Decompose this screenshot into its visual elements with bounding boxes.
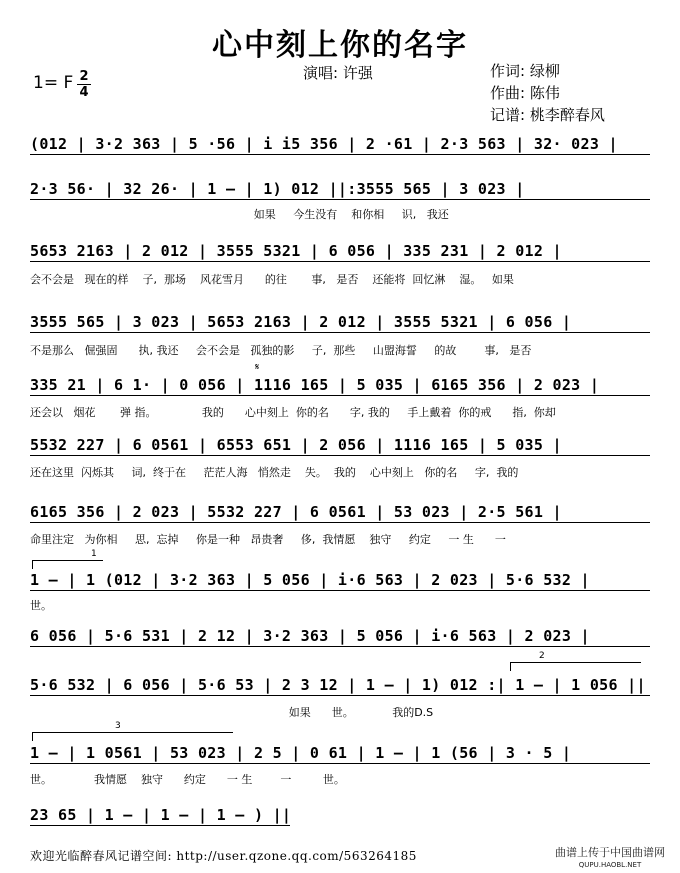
notation-line-6: 5532 227 | 6 0561 | 6553 651 | 2 056 | 1116 165 | 5 035 | xyxy=(30,436,650,456)
composer-credit: 作曲: 陈伟 xyxy=(490,84,560,102)
notation-line-1: (012 | 3·2 363 | 5 ·56 | i i5 356 | 2 ·61 | 2·3 563 | 32· 023 | xyxy=(30,135,650,155)
notation-line-12: 23 65 | 1 – | 1 – | 1 – ) || xyxy=(30,806,292,824)
lyric-line-2: 如果 今生没有 和你相 识, 我还 xyxy=(30,208,449,221)
lyric-line-11: 世。 我情愿 独守 约定 一 生 一 世。 xyxy=(30,773,345,786)
volta-number-3: 3 xyxy=(115,721,121,731)
volta-number-2: 2 xyxy=(539,651,545,661)
notation-line-9: 6 056 | 5·6 531 | 2 12 | 3·2 363 | 5 056 | i·6 563 | 2 023 | xyxy=(30,627,650,647)
lyric-line-5: 还会以 烟花 弹 指。 我的 心中刻上 你的名 字, 我的 手上戴着 你的戒 指, 你却 xyxy=(30,406,556,419)
notation-line-2: 2·3 56· | 32 26· | 1 – | 1) 012 ||:3555 565 | 3 023 | xyxy=(30,180,650,200)
lyric-line-6: 还在这里 闪烁其 词, 终于在 茫茫人海 悄然走 失。 我的 心中刻上 你的名 字, 我的 xyxy=(30,466,519,479)
notation-line-5: 335 21 | 6 1· | 0 056 | 1116 165 | 5 035 | 6165 356 | 2 023 | xyxy=(30,376,650,396)
volta-bracket-3 xyxy=(32,721,233,741)
key-signature: 1= F xyxy=(33,73,74,93)
volta-number-1: 1 xyxy=(91,549,97,559)
watermark xyxy=(555,847,665,871)
lyric-line-4: 不是那么 倔强固 执, 我还 会不会是 孤独的影 子, 那些 山盟海誓 的故 事, 是否 xyxy=(30,344,532,357)
lyric-line-7: 命里注定 为你相 思, 忘掉 你是一种 昂贵奢 侈, 我情愿 独守 约定 一 生 一 xyxy=(30,533,506,546)
lyric-line-10: 如果 世。 我的D.S xyxy=(30,706,434,719)
time-numerator: 2 xyxy=(79,69,89,84)
volta-bracket-1 xyxy=(32,549,103,569)
footer-text: 欢迎光临醉春风记谱空间: http://user.qzone.qq.com/563264185 xyxy=(30,849,417,863)
notation-line-10: 5·6 532 | 6 056 | 5·6 53 | 2 3 12 | 1 – | 1) 012 :| 1 – | 1 056 || xyxy=(30,676,650,696)
segno-icon: 𝄋 xyxy=(255,362,260,373)
singer-credit: 演唱: 许强 xyxy=(303,64,373,82)
lyric-line-8: 世。 xyxy=(30,599,52,612)
watermark-line-2: QUPU.HAOBL.NET xyxy=(578,861,642,869)
notation-line-3: 5653 2163 | 2 012 | 3555 5321 | 6 056 | 335 231 | 2 012 | xyxy=(30,242,650,262)
notation-line-8: 1 – | 1 (012 | 3·2 363 | 5 056 | i·6 563 | 2 023 | 5·6 532 | xyxy=(30,571,650,591)
volta-bracket-2 xyxy=(510,651,641,671)
page-title: 心中刻上你的名字 xyxy=(212,28,468,63)
notation-line-11: 1 – | 1 0561 | 53 023 | 2 5 | 0 61 | 1 – | 1 (56 | 3 · 5 | xyxy=(30,744,650,764)
watermark-line-1: 曲谱上传于中国曲谱网 xyxy=(555,846,665,859)
lyricist-credit: 作词: 绿柳 xyxy=(490,62,560,80)
notation-line-4: 3555 565 | 3 023 | 5653 2163 | 2 012 | 3555 5321 | 6 056 | xyxy=(30,313,650,333)
transcriber-credit: 记谱: 桃李醉春风 xyxy=(490,106,605,124)
time-denominator: 4 xyxy=(79,85,89,100)
notation-line-7: 6165 356 | 2 023 | 5532 227 | 6 0561 | 53 023 | 2·5 561 | xyxy=(30,503,650,523)
lyric-line-3: 会不会是 现在的样 子, 那场 风花雪月 的往 事, 是否 还能将 回忆淋 湿。 如果 xyxy=(30,273,514,286)
